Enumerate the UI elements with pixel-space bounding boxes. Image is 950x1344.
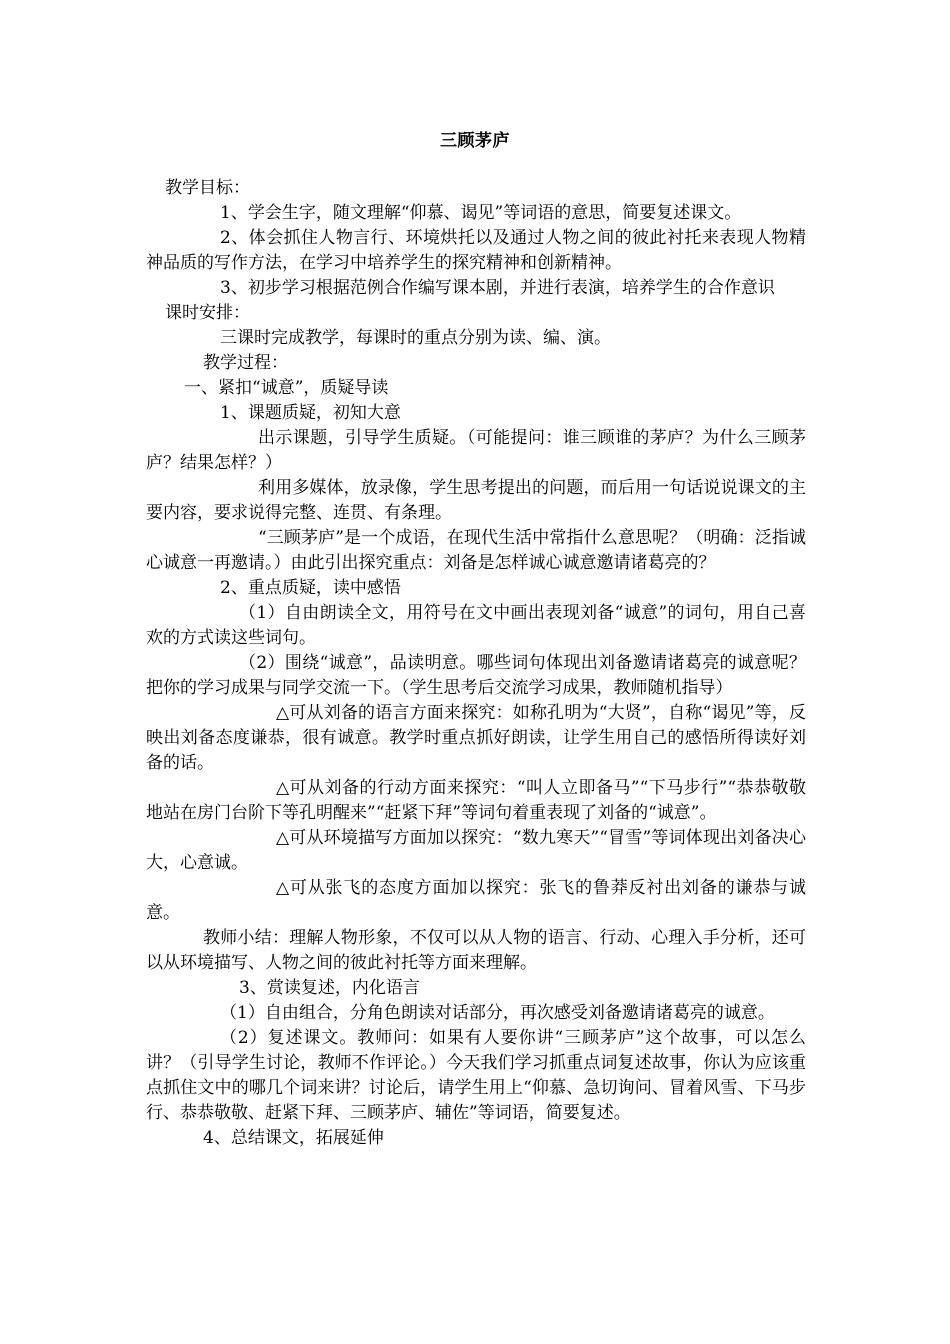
paragraph: 4、总结课文，拓展延伸 [203,1128,384,1148]
paragraph: 利用多媒体，放录像，学生思考提出的问题，而后用一句话说说课文的主要内容，要求说得完整、连贯、有条理。 [146,478,806,523]
paragraph: （1）自由朗读全文，用符号在文中画出表现刘备“诚意”的词句，用自己喜欢的方式读这些词句。 [146,603,806,648]
paragraph: 教学目标： [165,178,250,198]
paragraph: （1）自由组合，分角色朗读对话部分，再次感受刘备邀请诸葛亮的诚意。 [220,1003,775,1023]
paragraph: 3、赏读复述，内化语言 [239,978,420,998]
paragraph: △可从刘备的语言方面来探究：如称孔明为“大贤”，自称“谒见”等，反映出刘备态度谦恭，很有诚意。教学时重点抓好朗读，让学生用自己的感悟所得读好刘备的话。 [146,703,806,773]
paragraph: “三顾茅庐”是一个成语，在现代生活中常指什么意思呢？（明确：泛指诚心诚意一再邀请。）由此引出探究重点：刘备是怎样诚心诚意邀请诸葛亮的？ [146,528,806,573]
paragraph: 一、紧扣“诚意”，质疑导读 [184,378,389,398]
paragraph: △可从张飞的态度方面加以探究：张飞的鲁莽反衬出刘备的谦恭与诚意。 [146,878,806,923]
paragraph: 2、重点质疑，读中感悟 [220,578,401,598]
paragraph: 教师小结：理解人物形象，不仅可以从人物的语言、行动、心理入手分析，还可以从环境描写、人物之间的彼此衬托等方面来理解。 [146,928,806,973]
paragraph: （2）围绕“诚意”，品读明意。哪些词句体现出刘备邀请诸葛亮的诚意呢？把你的学习成果与同学交流一下。（学生思考后交流学习成果，教师随机指导） [146,653,806,698]
paragraph: 1、学会生字，随文理解“仰慕、谒见”等词语的意思，简要复述课文。 [220,203,742,223]
paragraph: 教学过程： [203,353,288,373]
document-title: 三顾茅庐 [440,131,510,151]
paragraph: 课时安排： [165,303,250,323]
paragraph: 3、初步学习根据范例合作编写课本剧，并进行表演，培养学生的合作意识 [220,278,775,298]
paragraph: △可从刘备的行动方面来探究：“叫人立即备马”“下马步行”“恭恭敬敬地站在房门台阶下等孔明醒来”“赶紧下拜”等词句着重表现了刘备的“诚意”。 [146,778,806,823]
paragraph: 出示课题，引导学生质疑。（可能提问：谁三顾谁的茅庐？为什么三顾茅庐？结果怎样？） [146,428,806,473]
paragraph: 三课时完成教学，每课时的重点分别为读、编、演。 [220,328,611,348]
document-body [146,176,806,1151]
paragraph: 1、课题质疑，初知大意 [220,403,401,423]
paragraph: △可从环境描写方面加以探究：“数九寒天”“冒雪”等词体现出刘备决心大，心意诚。 [146,828,806,873]
paragraph: （2）复述课文。教师问：如果有人要你讲“三顾茅庐”这个故事，可以怎么讲？（引导学生讨论，教师不作评论。）今天我们学习抓重点词复述故事，你认为应该重点抓住文中的哪几个词来讲？讨论后，请学生用上“仰慕、急切询问、冒着风雪、下马步行、恭恭敬敬、赶紧下拜、三顾茅庐、辅佐”等词语，简要复述。 [146,1028,806,1123]
paragraph: 2、体会抓住人物言行、环境烘托以及通过人物之间的彼此衬托来表现人物精神品质的写作方法，在学习中培养学生的探究精神和创新精神。 [146,228,806,273]
